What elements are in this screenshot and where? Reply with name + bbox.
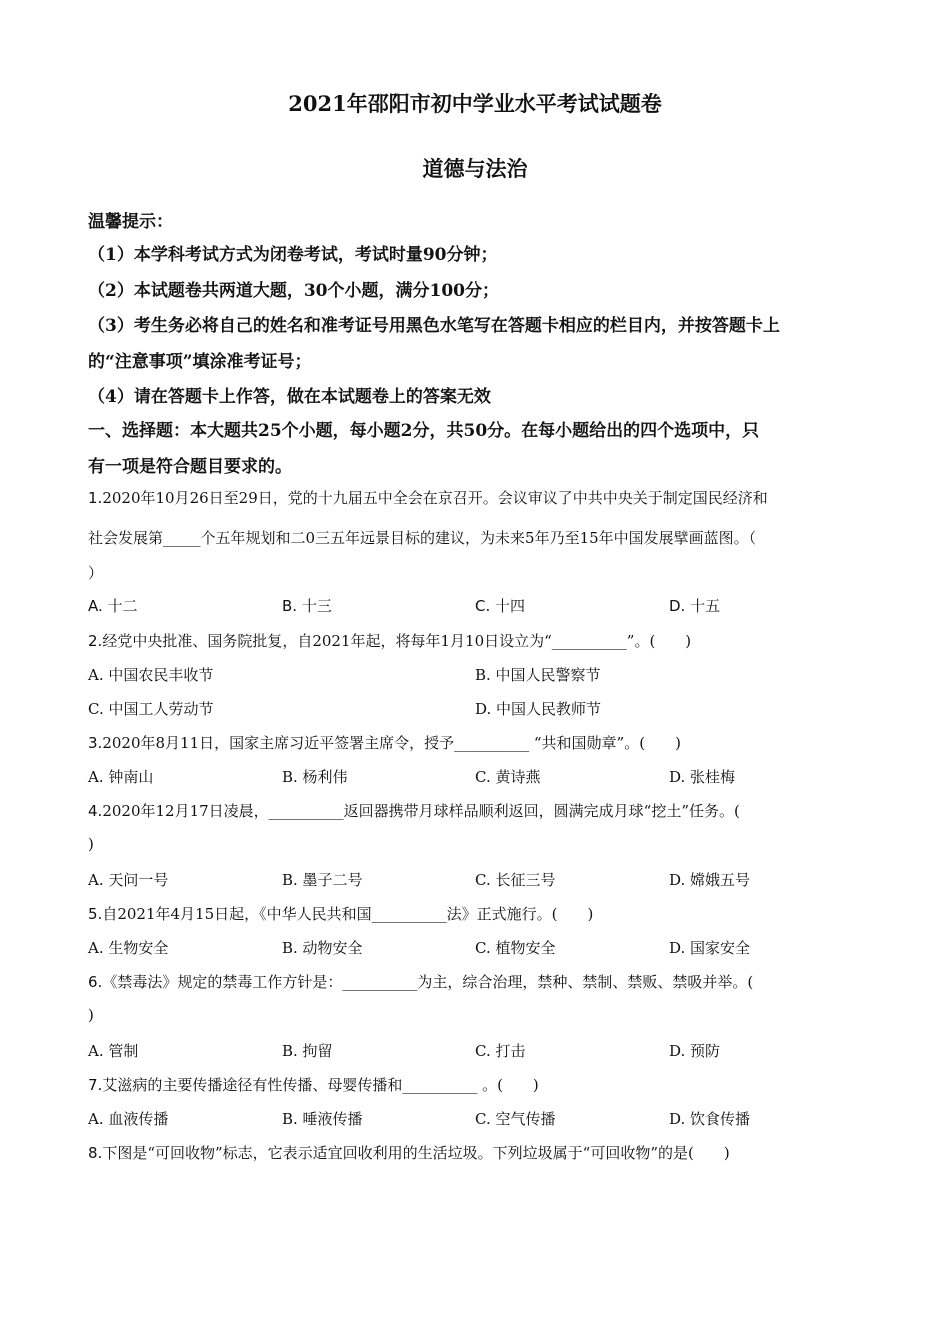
section-heading-cont: 有一项是符合题目要求的。 — [88, 457, 292, 477]
question-text: 艾滋病的主要传播途径有性传播、母婴传播和__________ 。( ) — [102, 1076, 539, 1094]
question-4 — [88, 800, 740, 821]
question-7 — [88, 1074, 539, 1095]
question-text: 自2021年4月15日起，《中华人民共和国__________法》正式施行。( ) — [102, 905, 594, 923]
question-text: 2020年12月17日凌晨，__________返回器携带月球样品顺利返回，圆满完成月球“挖土”任务。( — [102, 802, 740, 820]
question-number: 1. — [88, 489, 103, 507]
question-number: 3. — [88, 734, 103, 752]
option-b: B. 动物安全 — [282, 939, 363, 957]
notice-item: （1）本学科考试方式为闭卷考试，考试时量90分钟； — [88, 245, 498, 265]
question-number: 2. — [88, 632, 103, 650]
question-number: 8. — [88, 1144, 103, 1162]
option-d: D. 十五 — [669, 597, 721, 615]
option-a: A. 中国农民丰收节 — [88, 666, 214, 684]
question-8 — [88, 1142, 730, 1163]
option-b: B. 唾液传播 — [282, 1110, 363, 1128]
exam-title: 2021年邵阳市初中学业水平考试试题卷 — [288, 91, 662, 116]
question-4-cont: ) — [88, 835, 94, 853]
option-d: D. 嫦娥五号 — [669, 871, 751, 889]
notice-item: （4）请在答题卡上作答，做在本试题卷上的答案无效 — [88, 387, 491, 407]
option-c: C. 长征三号 — [475, 871, 556, 889]
question-3 — [88, 732, 681, 753]
question-5 — [88, 903, 593, 924]
option-b: B. 墨子二号 — [282, 871, 363, 889]
option-d: D. 中国人民教师节 — [475, 700, 602, 718]
subject-title: 道德与法治 — [422, 156, 528, 181]
notice-item: （3）考生务必将自己的姓名和准考证号用黑色水笔写在答题卡相应的栏目内，并按答题卡上 — [88, 316, 780, 336]
option-b: B. 拘留 — [282, 1042, 333, 1060]
option-d: D. 饮食传播 — [669, 1110, 751, 1128]
question-6-cont: ) — [88, 1006, 94, 1024]
question-text: 下图是“可回收物”标志，它表示适宜回收利用的生活垃圾。下列垃圾属于“可回收物”的是( ) — [102, 1144, 730, 1162]
option-a: A. 十二 — [88, 597, 138, 615]
option-d: D. 张桂梅 — [669, 768, 736, 786]
section-heading: 一、选择题：本大题共25个小题，每小题2分，共50分。在每小题给出的四个选项中，只 — [88, 421, 760, 441]
notice-heading: 温馨提示： — [88, 212, 173, 232]
option-b: B. 中国人民警察节 — [475, 666, 601, 684]
option-a: A. 管制 — [88, 1042, 139, 1060]
option-b: B. 杨利伟 — [282, 768, 348, 786]
question-6 — [88, 971, 753, 992]
question-text: 2020年8月11日，国家主席习近平签署主席令，授予__________ “共和国勋章”。( ) — [102, 734, 681, 752]
question-text: 2020年10月26日至29日，党的十九届五中全会在京召开。会议审议了中共中央关于制定国民经济和 — [102, 489, 768, 507]
option-c: C. 打击 — [475, 1042, 526, 1060]
option-a: A. 生物安全 — [88, 939, 169, 957]
option-b: B. 十三 — [282, 597, 332, 615]
question-number: 7. — [88, 1076, 103, 1094]
option-c: C. 空气传播 — [475, 1110, 556, 1128]
option-d: D. 预防 — [669, 1042, 721, 1060]
notice-item: 的“注意事项”填涂准考证号； — [88, 352, 312, 372]
question-1-cont: ） — [88, 564, 104, 582]
option-c: C. 中国工人劳动节 — [88, 700, 214, 718]
question-number: 6. — [88, 973, 103, 991]
option-c: C. 黄诗燕 — [475, 768, 541, 786]
option-c: C. 十四 — [475, 597, 526, 615]
option-a: A. 天问一号 — [88, 871, 169, 889]
question-2 — [88, 630, 691, 651]
question-1-cont: 社会发展第_____个五年规划和二0三五年远景目标的建议，为未来5年乃至15年中国发展擘画蓝图。（ — [88, 529, 757, 547]
option-a: A. 血液传播 — [88, 1110, 169, 1128]
option-d: D. 国家安全 — [669, 939, 751, 957]
notice-item: （2）本试题卷共两道大题，30个小题，满分100分； — [88, 281, 499, 301]
question-text: 经党中央批准、国务院批复，自2021年起，将每年1月10日设立为“__________”。( ) — [102, 632, 692, 650]
question-1 — [88, 487, 768, 508]
question-text: 《禁毒法》规定的禁毒工作方针是：__________为主，综合治理，禁种、禁制、禁贩、禁吸并举。( — [102, 973, 754, 991]
option-a: A. 钟南山 — [88, 768, 154, 786]
question-number: 5. — [88, 905, 103, 923]
option-c: C. 植物安全 — [475, 939, 556, 957]
question-number: 4. — [88, 802, 103, 820]
